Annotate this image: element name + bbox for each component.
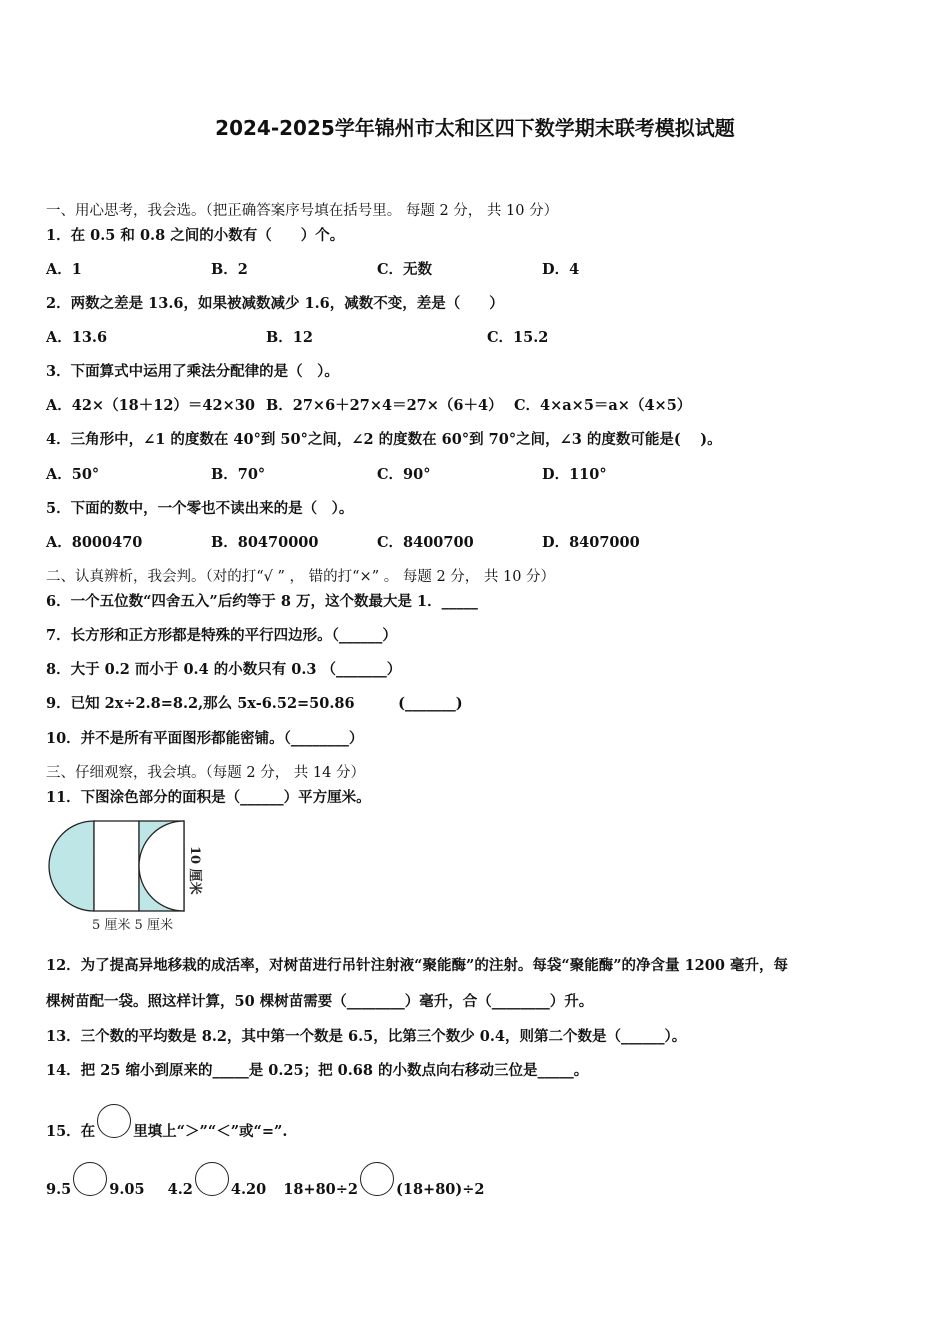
- q5-option-d: D．8407000: [542, 534, 640, 551]
- compare-left-2: 4.2: [167, 1181, 193, 1198]
- circle-blank-icon: [97, 1104, 131, 1138]
- question-1: 1．在 0.5 和 0.8 之间的小数有（ ）个。: [46, 227, 345, 244]
- q4-option-b: B．70°: [211, 466, 266, 483]
- question-10: 10．并不是所有平面图形都能密铺。（________）: [46, 730, 364, 747]
- question-7: 7．长方形和正方形都是特殊的平行四边形。（______）: [46, 627, 397, 644]
- question-15: [46, 1104, 287, 1142]
- q5-option-a: A．8000470: [46, 534, 143, 551]
- question-12-line-2: 棵树苗配一袋。照这样计算，50 棵树苗需要（________）毫升，合（________）升。: [46, 993, 594, 1010]
- question-13: 13．三个数的平均数是 8.2，其中第一个数是 6.5，比第三个数少 0.4，则第二个数是（______）。: [46, 1028, 687, 1045]
- compare-left-3: 18+80÷2: [283, 1181, 358, 1198]
- q1-option-a: A．1: [46, 261, 82, 278]
- compare-right-1: 9.05: [109, 1181, 145, 1198]
- question-2: 2．两数之差是 13.6，如果被减数减少 1.6，减数不变，差是（ ）: [46, 295, 504, 312]
- q11-side-label: 10 厘米: [187, 846, 202, 895]
- q2-option-b: B．12: [266, 329, 313, 346]
- question-3: 3．下面算式中运用了乘法分配律的是（ ）。: [46, 363, 339, 380]
- q5-option-b: B．80470000: [211, 534, 319, 551]
- q11-figure: [46, 818, 216, 938]
- q3-option-b: B．27×6＋27×4＝27×（6＋4）: [266, 397, 503, 414]
- compare-right-3: (18+80)÷2: [396, 1181, 485, 1198]
- q1-option-d: D．4: [542, 261, 580, 278]
- section-heading-2: 二、认真辨析，我会判。（对的打“√ ” ， 错的打“×” 。 每题 2 分， 共 10 分）: [46, 569, 556, 585]
- page-title: 2024-2025学年锦州市太和区四下数学期末联考模拟试题: [215, 116, 735, 140]
- question-11: 11．下图涂色部分的面积是（______）平方厘米。: [46, 789, 371, 806]
- question-4: 4．三角形中，∠1 的度数在 40°到 50°之间，∠2 的度数在 60°到 70°之间，∠3 的度数可能是( )。: [46, 431, 722, 448]
- q5-option-c: C．8400700: [377, 534, 474, 551]
- q15-suffix: 里填上“＞”“＜”或“=”.: [133, 1123, 288, 1140]
- question-14: 14．把 25 缩小到原来的_____是 0.25；把 0.68 的小数点向右移动三位是_____。: [46, 1062, 589, 1079]
- question-5: 5．下面的数中，一个零也不读出来的是（ ）。: [46, 500, 354, 517]
- question-6: 6．一个五位数“四舍五入”后约等于 8 万，这个数最大是 1．_____: [46, 593, 478, 610]
- q4-option-c: C．90°: [377, 466, 431, 483]
- section-heading-3: 三、仔细观察，我会填。（每题 2 分， 共 14 分）: [46, 765, 365, 781]
- q15-compare-row: [46, 1162, 484, 1200]
- q11-bottom-label: 5 厘米 5 厘米: [92, 918, 173, 933]
- q2-option-a: A．13.6: [46, 329, 108, 346]
- question-9: 9．已知 2x÷2.8=8.2,那么 5x-6.52=50.86 (_______): [46, 695, 463, 712]
- q4-option-d: D．110°: [542, 466, 607, 483]
- q3-option-a: A．42×（18＋12）＝42×30: [46, 397, 255, 414]
- question-12-line-1: 12．为了提高异地移栽的成活率，对树苗进行吊针注射液“聚能酶”的注射。每袋“聚能酶”的净含量 1200 毫升，每: [46, 957, 788, 974]
- q15-prefix: 15．在: [46, 1123, 96, 1140]
- compare-right-2: 4.20: [230, 1181, 267, 1198]
- q4-option-a: A．50°: [46, 466, 100, 483]
- q1-option-c: C．无数: [377, 261, 433, 278]
- question-8: 8．大于 0.2 而小于 0.4 的小数只有 0.3 （_______）: [46, 661, 402, 678]
- compare-circle-3[interactable]: [360, 1162, 394, 1196]
- compare-left-1: 9.5: [46, 1181, 72, 1198]
- section-heading-1: 一、用心思考，我会选。（把正确答案序号填在括号里。 每题 2 分， 共 10 分）: [46, 203, 559, 219]
- q3-option-c: C．4×a×5＝a×（4×5）: [514, 397, 692, 414]
- compare-circle-2[interactable]: [195, 1162, 229, 1196]
- compare-circle-1[interactable]: [73, 1162, 107, 1196]
- q2-option-c: C．15.2: [487, 329, 549, 346]
- q1-option-b: B．2: [211, 261, 248, 278]
